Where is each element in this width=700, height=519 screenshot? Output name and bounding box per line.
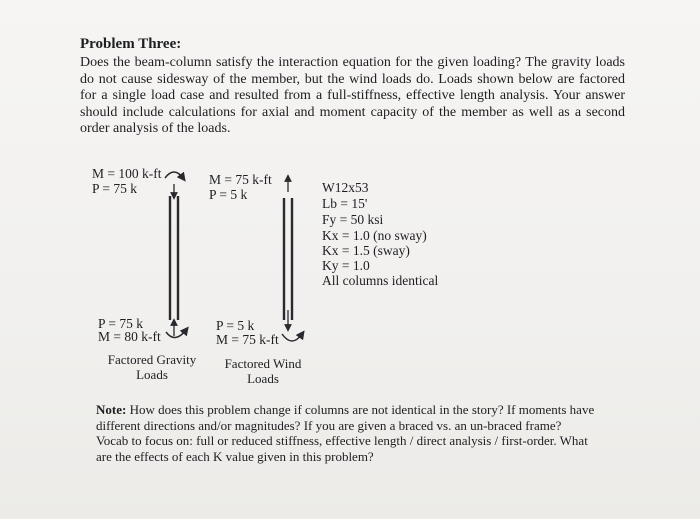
note-text: How does this problem change if columns are not identical in the story? If moments have different directions and/or magnitudes? If you are given a braced vs. an un-braced frame? Vocab to focus on: full or reduced stiffness, effective length / direct analysis / first-order. What are the effects of each K value given in this problem?	[96, 402, 595, 464]
note-block	[96, 402, 596, 464]
section-size: W12x53	[322, 180, 369, 195]
wind-bottom-axial: P = 5 k	[216, 318, 255, 333]
gravity-caption-line1: Factored Gravity	[107, 352, 197, 367]
columns-identical: All columns identical	[322, 273, 439, 288]
wind-top-moment: M = 75 k-ft	[209, 172, 272, 187]
note-label: Note:	[96, 402, 127, 417]
kx-sway: Kx = 1.5 (sway)	[322, 243, 410, 258]
wind-column	[284, 198, 292, 320]
wind-caption-line2: Loads	[247, 371, 279, 386]
wind-top-axial: P = 5 k	[209, 187, 248, 202]
gravity-bottom-moment: M = 80 k-ft	[98, 329, 161, 344]
wind-caption-line1: Factored Wind	[224, 356, 302, 371]
unbraced-length: Lb = 15'	[322, 196, 368, 211]
yield-strength: Fy = 50 ksi	[322, 212, 384, 227]
wind-caption	[222, 356, 304, 386]
gravity-top-axial: P = 75 k	[92, 181, 137, 196]
gravity-bottom-axial: P = 75 k	[98, 316, 143, 331]
kx-no-sway: Kx = 1.0 (no sway)	[322, 228, 427, 243]
gravity-caption-line2: Loads	[136, 367, 168, 382]
problem-statement: Does the beam-column satisfy the interaction equation for the given loading? The gravity loads do not cause sidesway of the member, but the wind loads do. Loads shown below are factored for a single load case and resulted from a full-stiffness, effective length analysis. Your answer should include calculations for axial and moment capacity of the member as well as a second order analysis of the loads.	[80, 55, 625, 137]
gravity-caption	[106, 352, 198, 382]
gravity-top-moment: M = 100 k-ft	[92, 166, 162, 181]
ky-value: Ky = 1.0	[322, 258, 370, 273]
problem-title: Problem Three:	[80, 36, 182, 52]
gravity-column	[170, 196, 178, 320]
gravity-top-moment-arrow	[165, 172, 183, 178]
wind-bottom-moment-arrow	[282, 334, 302, 341]
wind-bottom-moment: M = 75 k-ft	[216, 332, 279, 347]
gravity-bottom-moment-arrow	[166, 330, 186, 338]
